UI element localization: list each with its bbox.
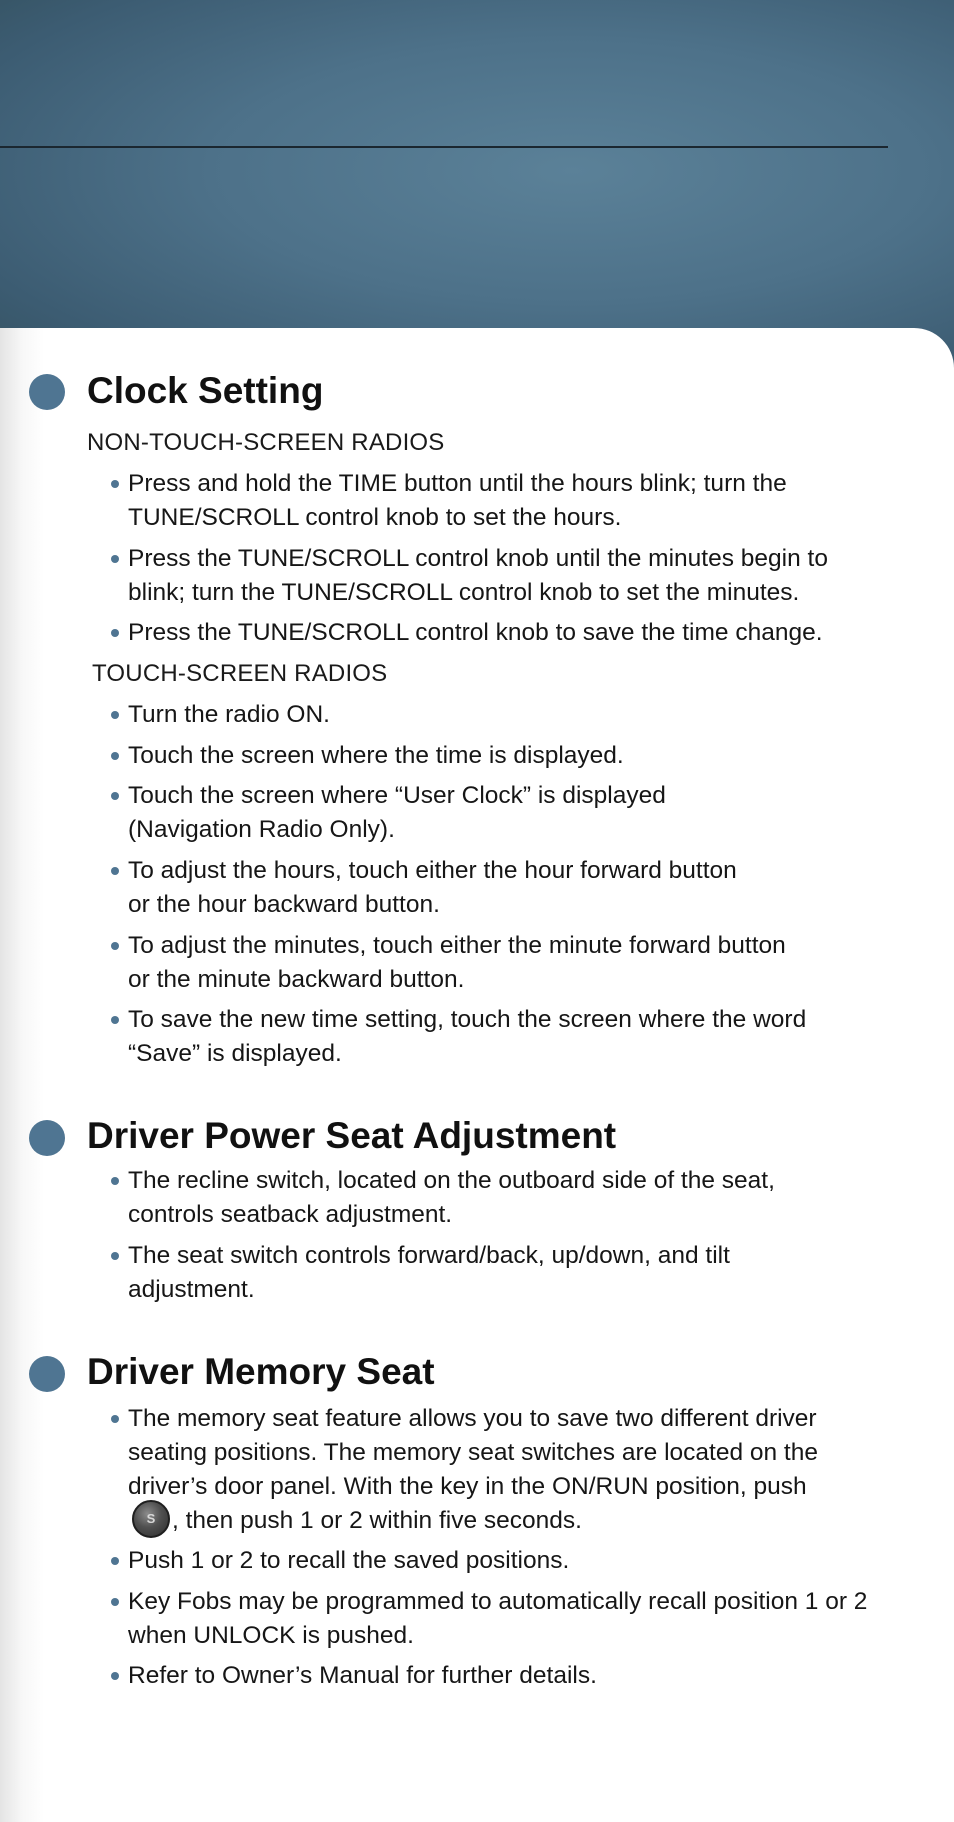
- list-item: Push 1 or 2 to recall the saved positions.: [128, 1544, 888, 1578]
- list-item: Touch the screen where “User Clock” is displayed (Navigation Radio Only).: [128, 779, 688, 847]
- list-item: Touch the screen where the time is displayed.: [128, 739, 888, 773]
- power-seat-section-title: Driver Power Seat Adjustment: [87, 1115, 617, 1156]
- list-item: Press and hold the TIME button until the hours blink; turn the TUNE/SCROLL control knob to set the hours.: [128, 467, 788, 535]
- list-item: Press the TUNE/SCROLL control knob until the minutes begin to blink; turn the TUNE/SCROLL control knob to set the minutes.: [128, 542, 828, 610]
- list-item: Key Fobs may be programmed to automatically recall position 1 or 2 when UNLOCK is pushed.: [128, 1585, 873, 1653]
- clock-section-dot-icon: [29, 374, 65, 410]
- non-touch-radios-heading: NON-TOUCH-SCREEN RADIOS: [87, 429, 445, 456]
- header-band: [0, 0, 954, 380]
- list-item: To adjust the minutes, touch either the minute forward button or the minute backward button.: [128, 929, 798, 997]
- touch-radios-heading: TOUCH-SCREEN RADIOS: [92, 660, 388, 687]
- list-item: The recline switch, located on the outboard side of the seat, controls seatback adjustment.: [128, 1164, 808, 1232]
- list-item: The seat switch controls forward/back, up/down, and tilt adjustment.: [128, 1239, 738, 1307]
- list-item: Press the TUNE/SCROLL control knob to save the time change.: [128, 616, 888, 650]
- list-item: [128, 1402, 848, 1538]
- memory-seat-section-dot-icon: [29, 1356, 65, 1392]
- list-item: To adjust the hours, touch either the hour forward button or the hour backward button.: [128, 854, 758, 922]
- memory-step-text-end: , then push 1 or 2 within five seconds.: [172, 1507, 582, 1534]
- header-rule: [0, 146, 888, 148]
- list-item: Turn the radio ON.: [128, 698, 888, 732]
- memory-step-text: The memory seat feature allows you to save two different driver seating positions. The memory seat switches are located on the driver’s door panel. With the key in the ON/RUN position, push: [128, 1405, 818, 1500]
- list-item: Refer to Owner’s Manual for further details.: [128, 1659, 888, 1693]
- list-item: To save the new time setting, touch the screen where the word “Save” is displayed.: [128, 1003, 818, 1071]
- clock-section-title: Clock Setting: [87, 370, 324, 411]
- power-seat-section-dot-icon: [29, 1120, 65, 1156]
- memory-set-button-icon: S: [132, 1500, 170, 1538]
- memory-seat-section-title: Driver Memory Seat: [87, 1351, 435, 1392]
